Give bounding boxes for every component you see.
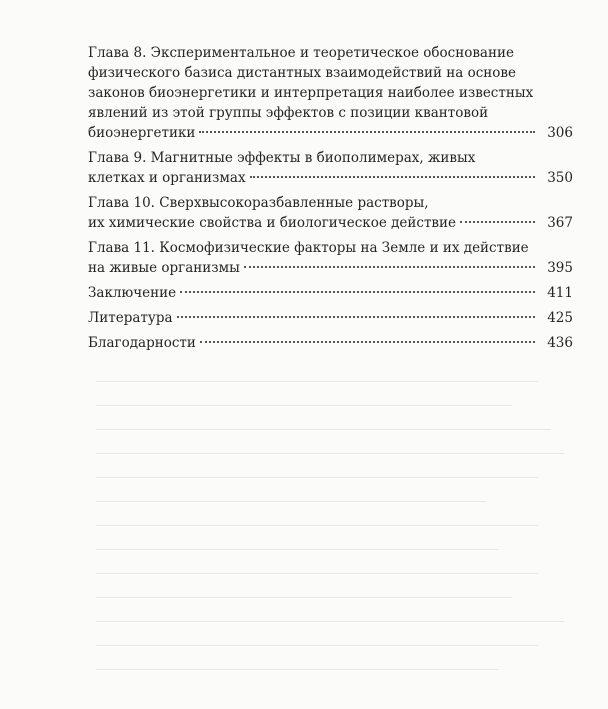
dot-leader	[199, 131, 535, 133]
toc-entry-chapter-11[interactable]	[88, 238, 573, 278]
toc-entry-chapter-8[interactable]	[88, 43, 573, 143]
toc-entry-conclusion[interactable]	[88, 283, 573, 303]
table-of-contents	[88, 43, 573, 358]
toc-entry-chapter-9[interactable]	[88, 148, 573, 188]
toc-entry-line: Глава 11. Космофизические факторы на Земле и их действие	[88, 240, 529, 256]
toc-page-number: 395	[547, 260, 573, 276]
show-through-text: ―――――――――――――――――――――――――――――――――― ―――――――――――――――――――――――――――――――― ――――――――――――――――――――――――――――――――――― ―――――――――――――――――――――――――――――――――――― ―――――――――――――――――――――――――――――――――― ―――――――――――――――――――――――――――――― ―――――――――――――――――――――――――――――――――― ――――――――――――――――――――――――――――――― ―――――――――――――――――――――――――――――――――― ―――――――――――――――――――――――――――――――― ―――――――――――――――――――――――――――――――――――― ―――――――――――――――――――――――――――――――――― ―――――――――――――――――――――――――――――――	[96, 374, 564, 677]
dot-leader	[244, 266, 535, 268]
toc-entry-last-line: их химические свойства и биологическое действие	[88, 215, 457, 231]
toc-page-number: 411	[547, 285, 573, 301]
toc-entry-acknowledgements[interactable]	[88, 333, 573, 353]
toc-entry-line: законов биоэнергетики и интерпретация наиболее известных	[88, 85, 534, 101]
toc-entry-last-line: биоэнергетики	[88, 125, 196, 141]
toc-entry-last-line: клетках и организмах	[88, 170, 246, 186]
toc-page-number: 367	[547, 215, 573, 231]
toc-page-number: 436	[547, 335, 573, 351]
toc-entry-line: Глава 10. Сверхвысокоразбавленные растворы,	[88, 195, 429, 211]
toc-entry-last-line: на живые организмы	[88, 260, 240, 276]
dot-leader	[460, 221, 535, 223]
toc-page-number: 306	[547, 125, 573, 141]
dot-leader	[250, 176, 536, 178]
dot-leader	[200, 341, 535, 343]
toc-entry-line: явлений из этой группы эффектов с позиции квантовой	[88, 105, 489, 121]
toc-entry-line: физического базиса дистантных взаимодействий на основе	[88, 65, 516, 81]
toc-entry-last-line: Литература	[88, 310, 173, 326]
toc-entry-literature[interactable]	[88, 308, 573, 328]
dot-leader	[180, 291, 535, 293]
toc-entry-chapter-10[interactable]	[88, 193, 573, 233]
toc-entry-line: Глава 8. Экспериментальное и теоретическое обоснование	[88, 45, 514, 61]
toc-page-number: 425	[547, 310, 573, 326]
toc-entry-last-line: Заключение	[88, 285, 177, 301]
toc-entry-last-line: Благодарности	[88, 335, 196, 351]
toc-page-number: 350	[547, 170, 573, 186]
toc-entry-line: Глава 9. Магнитные эффекты в биополимерах, живых	[88, 150, 476, 166]
dot-leader	[177, 316, 536, 318]
